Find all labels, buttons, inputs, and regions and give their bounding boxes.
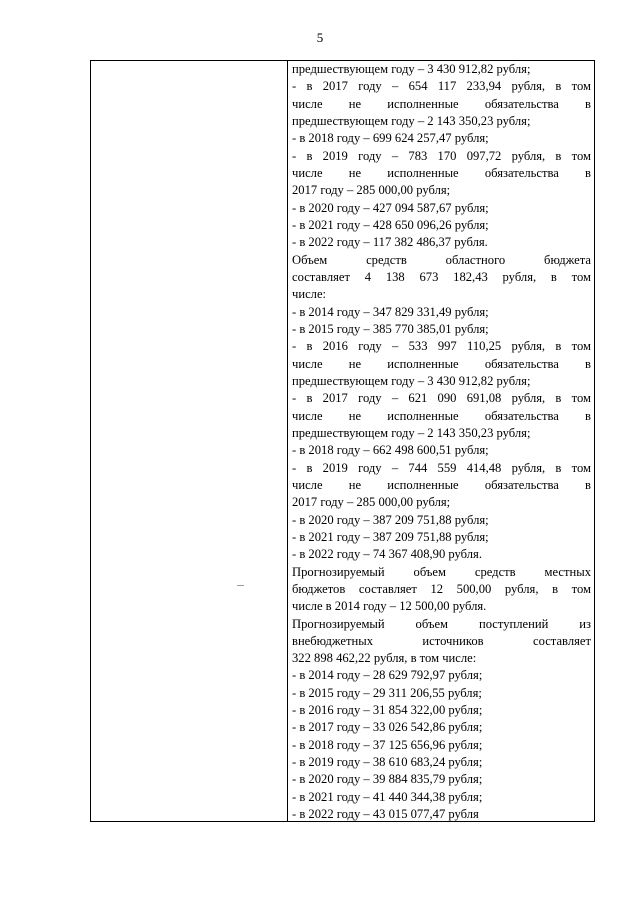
text-line: 2017 году – 285 000,00 рубля; (292, 183, 451, 198)
text-line: - в 2022 году – 43 015 077,47 рубля (292, 807, 479, 822)
text-line: составляет 4 138 673 182,43 рубля, в том (292, 269, 591, 284)
text-line: - в 2019 году – 783 170 097,72 рубля, в том (292, 148, 591, 163)
table-right-cell (288, 61, 594, 823)
text-line: - в 2015 году – 385 770 385,01 рубля; (292, 321, 489, 336)
table-left-cell (91, 61, 288, 821)
text-line: - в 2018 году – 699 624 257,47 рубля; (292, 131, 489, 146)
text-line: - в 2017 году – 621 090 691,08 рубля, в том (292, 391, 591, 406)
text-line: числе не исполненные обязательства в (292, 408, 591, 423)
document-table (90, 60, 595, 822)
text-line: - в 2016 году – 31 854 322,00 рубля; (292, 703, 483, 718)
text-line: числе не исполненные обязательства в (292, 96, 591, 111)
text-line: предшествующем году – 3 430 912,82 рубля; (292, 62, 531, 76)
text-line: - в 2022 году – 117 382 486,37 рубля. (292, 235, 488, 250)
text-line: - в 2021 году – 428 650 096,26 рубля; (292, 217, 489, 232)
text-line: - в 2017 году – 33 026 542,86 рубля; (292, 720, 483, 735)
text-line: - в 2019 году – 38 610 683,24 рубля; (292, 755, 483, 770)
text-line: - в 2018 году – 37 125 656,96 рубля; (292, 737, 483, 752)
text-line: внебюджетных источников составляет (292, 633, 591, 648)
text-line: - в 2020 году – 39 884 835,79 рубля; (292, 772, 483, 787)
text-line: - в 2016 году – 533 997 110,25 рубля, в том (292, 339, 591, 354)
page-number: 5 (316, 30, 324, 45)
text-line: числе в 2014 году – 12 500,00 рубля. (292, 599, 487, 614)
text-line: 2017 году – 285 000,00 рубля; (292, 495, 451, 510)
text-line: Прогнозируемый объем поступлений из (292, 616, 591, 631)
text-line: - в 2015 году – 29 311 206,55 рубля; (292, 685, 482, 700)
text-line: - в 2020 году – 427 094 587,67 рубля; (292, 200, 489, 215)
text-line: предшествующем году – 3 430 912,82 рубля; (292, 373, 531, 388)
text-line: предшествующем году – 2 143 350,23 рубля; (292, 113, 531, 128)
text-line: числе: (292, 287, 327, 302)
text-line: - в 2022 году – 74 367 408,90 рубля. (292, 547, 483, 562)
text-line: Прогнозируемый объем средств местных (292, 564, 591, 579)
scan-speck (237, 585, 244, 586)
text-line: - в 2018 году – 662 498 600,51 рубля; (292, 443, 489, 458)
text-line: - в 2019 году – 744 559 414,48 рубля, в том (292, 460, 591, 475)
text-line: числе не исполненные обязательства в (292, 356, 591, 371)
text-line: числе не исполненные обязательства в (292, 165, 591, 180)
text-line: - в 2014 году – 347 829 331,49 рубля; (292, 304, 489, 319)
text-line: - в 2021 году – 387 209 751,88 рубля; (292, 529, 489, 544)
text-line: Объем средств областного бюджета (292, 252, 591, 267)
text-line: 322 898 462,22 рубля, в том числе: (292, 651, 477, 666)
text-line: - в 2020 году – 387 209 751,88 рубля; (292, 512, 489, 527)
text-line: - в 2014 году – 28 629 792,97 рубля; (292, 668, 483, 683)
text-line: - в 2021 году – 41 440 344,38 рубля; (292, 789, 483, 804)
text-line: числе не исполненные обязательства в (292, 477, 591, 492)
text-line: предшествующем году – 2 143 350,23 рубля; (292, 425, 531, 440)
text-line: - в 2017 году – 654 117 233,94 рубля, в том (292, 79, 591, 94)
text-line: бюджетов составляет 12 500,00 рубля, в том (292, 581, 591, 596)
